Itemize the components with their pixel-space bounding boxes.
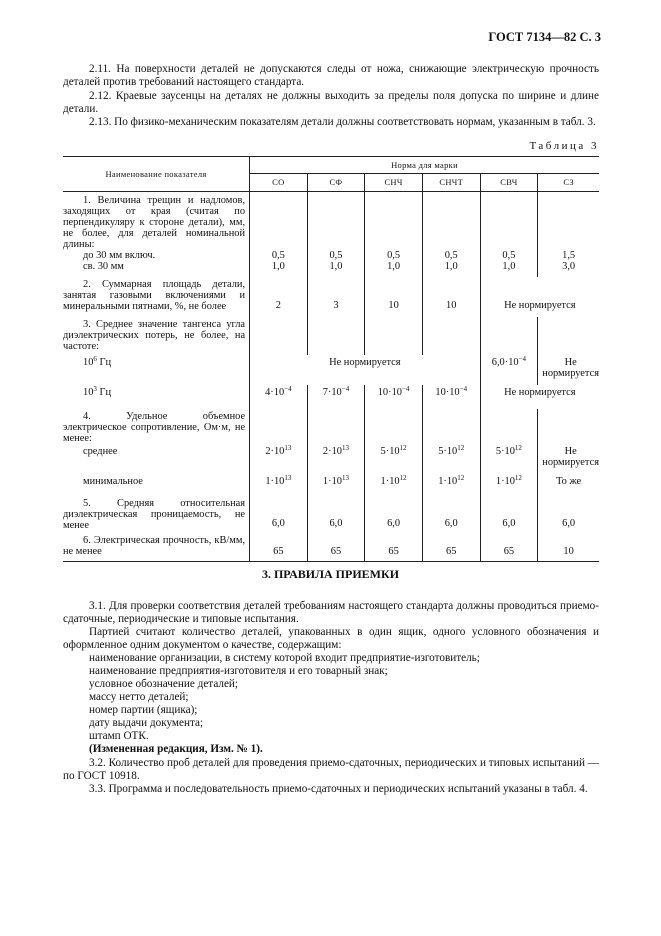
row-3-name: 3. Среднее значение тангенса угла диэлектрических потерь, не более, на частоте: bbox=[63, 319, 246, 352]
cell: 0,5 bbox=[307, 250, 365, 261]
cell: 65 bbox=[422, 531, 480, 562]
row-4b-label: минимальное bbox=[83, 476, 143, 487]
cell: 3 bbox=[307, 277, 365, 317]
paragraph-3-3: 3.3. Программа и последовательность приемо-сдаточных и периодических испытаний указаны в табл. 4. bbox=[89, 783, 588, 795]
cell: 0,5 bbox=[422, 250, 480, 261]
label-unit: Гц bbox=[96, 357, 112, 368]
cell: $6,0\cdot 10^{-4}$ bbox=[480, 355, 538, 385]
merged-cell: Не нормируется bbox=[250, 355, 481, 385]
cell: 1,5 bbox=[538, 250, 599, 261]
grade-header: СВЧ bbox=[480, 174, 538, 192]
paragraph-2-12: 2.12. Краевые заусенцы на деталях не должны выходить за пределы поля допуска по ширине и длине детали. bbox=[63, 90, 599, 116]
cell: 6,0 bbox=[307, 496, 365, 531]
properties-table bbox=[63, 156, 599, 562]
list-item: массу нетто деталей; bbox=[89, 691, 189, 703]
cell: То же bbox=[538, 474, 599, 496]
cell: $1\cdot 10^{12}$ bbox=[480, 474, 538, 496]
list-item: дату выдачи документа; bbox=[89, 717, 204, 729]
row-3a-label bbox=[63, 355, 250, 385]
cell: 2 bbox=[250, 277, 308, 317]
cell: 10 bbox=[538, 531, 599, 562]
paragraph-2-11: 2.11. На поверхности деталей не допускаются следы от ножа, снижающие электрическую прочность деталей против требований настоящего стандарта. bbox=[63, 63, 599, 89]
cell: 3,0 bbox=[538, 261, 599, 277]
cell: 0,5 bbox=[250, 250, 308, 261]
list-item: штамп ОТК. bbox=[89, 730, 149, 742]
merged-cell: Не нормируется bbox=[480, 277, 599, 317]
page-header: ГОСТ 7134—82 С. 3 bbox=[488, 30, 601, 44]
paragraph-2-13: 2.13. По физико-механическим показателям детали должны соответствовать нормам, указанным в табл. 3. bbox=[89, 116, 596, 128]
paragraph-3-2: 3.2. Количество проб деталей для проведения приемо-сдаточных, периодических и типовых испытаний — по ГОСТ 10918. bbox=[63, 757, 599, 783]
cell: 1,0 bbox=[422, 261, 480, 277]
cell: $5\cdot 10^{12}$ bbox=[480, 444, 538, 474]
row-5-name: 5. Средняя относительная диэлектрическая проницаемость, не менее bbox=[63, 498, 246, 531]
cell: $10\cdot 10^{-4}$ bbox=[422, 385, 480, 409]
cell: 10 bbox=[365, 277, 423, 317]
row-6-name: 6. Электрическая прочность, кВ/мм, не менее bbox=[63, 531, 250, 562]
cell: 0,5 bbox=[480, 250, 538, 261]
cell: 6,0 bbox=[365, 496, 423, 531]
cell: 1,0 bbox=[307, 261, 365, 277]
list-item: номер партии (ящика); bbox=[89, 704, 198, 716]
cell: $1\cdot 10^{12}$ bbox=[365, 474, 423, 496]
cell: 10 bbox=[422, 277, 480, 317]
paragraph-batch: Партией считают количество деталей, упакованных в один ящик, одного условного обозначения и оформленное одним документом о качестве, содержащим: bbox=[63, 626, 599, 652]
cell: 6,0 bbox=[480, 496, 538, 531]
grade-header: СЗ bbox=[538, 174, 599, 192]
cell: 65 bbox=[307, 531, 365, 562]
cell: 1,0 bbox=[250, 261, 308, 277]
cell: 65 bbox=[365, 531, 423, 562]
cell: $7\cdot 10^{-4}$ bbox=[307, 385, 365, 409]
grade-header: СНЧ bbox=[365, 174, 423, 192]
cell: $1\cdot 10^{13}$ bbox=[250, 474, 308, 496]
cell: Не нормируется bbox=[538, 355, 599, 385]
label-base: 10 bbox=[83, 357, 94, 368]
list-item: условное обозначение деталей; bbox=[89, 678, 239, 690]
cell: $4\cdot 10^{-4}$ bbox=[250, 385, 308, 409]
cell: 6,0 bbox=[422, 496, 480, 531]
column-header-name: Наименование показателя bbox=[63, 157, 250, 192]
edit-note: (Измененная редакция, Изм. № 1). bbox=[89, 743, 263, 755]
list-item: наименование организации, в систему которой входит предприятие-изготовитель; bbox=[89, 652, 480, 664]
cell: 6,0 bbox=[538, 496, 599, 531]
label-exp: 6 bbox=[93, 355, 97, 363]
table-caption: Таблица 3 bbox=[529, 140, 599, 152]
cell: $2\cdot 10^{13}$ bbox=[250, 444, 308, 474]
cell: 1,0 bbox=[365, 261, 423, 277]
cell: $1\cdot 10^{12}$ bbox=[422, 474, 480, 496]
cell: $2\cdot 10^{13}$ bbox=[307, 444, 365, 474]
cell: $1\cdot 10^{13}$ bbox=[307, 474, 365, 496]
cell: $10\cdot 10^{-4}$ bbox=[365, 385, 423, 409]
grade-header: СО bbox=[250, 174, 308, 192]
norm-header: Норма для марки bbox=[250, 157, 599, 174]
cell: 1,0 bbox=[480, 261, 538, 277]
cell: 65 bbox=[480, 531, 538, 562]
grade-header: СФ bbox=[307, 174, 365, 192]
section-title: 3. ПРАВИЛА ПРИЕМКИ bbox=[261, 567, 400, 581]
list-item: наименование предприятия-изготовителя и его товарный знак; bbox=[89, 665, 388, 677]
row-1a-label: до 30 мм включ. bbox=[83, 250, 156, 261]
cell: 6,0 bbox=[250, 496, 308, 531]
row-3b-label: $10^3$ Гц bbox=[83, 385, 112, 398]
row-4-name: 4. Удельное объемное электрическое сопротивление, Ом·м, не менее: bbox=[63, 411, 246, 444]
row-2-name: 2. Суммарная площадь детали, занятая газовыми включениями и минеральными пятнами, %, не более bbox=[63, 279, 246, 312]
cell: $5\cdot 10^{12}$ bbox=[365, 444, 423, 474]
cell: Не нормируется bbox=[538, 444, 599, 474]
cell: 0,5 bbox=[365, 250, 423, 261]
paragraph-3-1: 3.1. Для проверки соответствия деталей требованиям настоящего стандарта должны проводиться приемо-сдаточные, периодические и типовые испытания. bbox=[63, 600, 599, 626]
row-4a-label: среднее bbox=[83, 446, 118, 457]
grade-header: СНЧТ bbox=[422, 174, 480, 192]
cell: $5\cdot 10^{12}$ bbox=[422, 444, 480, 474]
merged-cell: Не нормируется bbox=[480, 385, 599, 409]
row-1-name: 1. Величина трещин и надломов, заходящих от края (считая по перпендикуляру к стороне детали), мм, не более, для деталей номинальной длины: bbox=[63, 195, 246, 250]
row-1b-label: св. 30 мм bbox=[83, 261, 124, 272]
cell: 65 bbox=[250, 531, 308, 562]
